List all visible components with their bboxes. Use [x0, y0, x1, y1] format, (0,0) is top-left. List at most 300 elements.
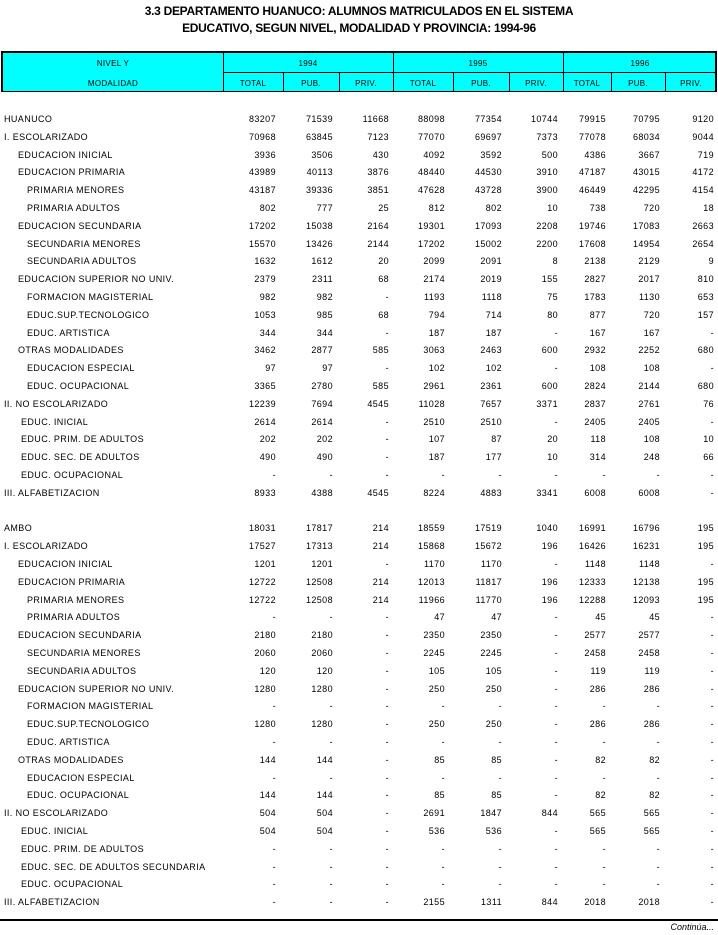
row-label: OTRAS MODALIDADES	[18, 754, 124, 765]
cell-value: 4386	[584, 149, 606, 160]
cell-value: 719	[697, 149, 714, 160]
row-label: EDUCACION PRIMARIA	[18, 167, 126, 178]
cell-value: 286	[643, 719, 660, 730]
cell-value: 2060	[311, 648, 333, 658]
cell-value: 565	[643, 808, 660, 819]
table-row	[0, 343, 718, 360]
cell-value: -	[554, 665, 558, 676]
cell-value: 18031	[248, 523, 276, 534]
cell-value: 76	[703, 398, 714, 409]
cell-value: 6008	[584, 487, 606, 498]
cell-value: 286	[643, 683, 660, 694]
cell-value: 40113	[306, 167, 333, 178]
cell-value: 107	[428, 434, 445, 445]
row-label: III. ALFABETIZACION	[4, 897, 100, 908]
cell-value: 120	[316, 665, 333, 676]
cell-value: 43187	[248, 185, 276, 196]
cell-value: 196	[541, 541, 558, 552]
cell-value: -	[385, 470, 389, 480]
table-row	[0, 628, 718, 645]
cell-value: -	[329, 612, 333, 623]
table-title-line-1: 3.3 DEPARTAMENTO HUANUCO: ALUMNOS MATRICULADOS EN EL SISTEMA	[144, 4, 574, 18]
table-row	[0, 753, 718, 770]
cell-value: 3910	[536, 167, 558, 178]
cell-value: -	[710, 879, 714, 890]
cell-value: 2019	[480, 274, 502, 285]
cell-value: 9120	[692, 114, 714, 124]
cell-value: 2018	[638, 897, 660, 908]
cell-value: 3900	[536, 185, 558, 196]
cell-value: -	[602, 701, 606, 712]
cell-value: 85	[491, 790, 502, 801]
table-header	[1, 51, 717, 92]
cell-value: -	[498, 772, 502, 783]
table-row	[0, 397, 718, 414]
cell-value: 69697	[474, 131, 502, 142]
cell-value: 4883	[480, 487, 502, 498]
header-label-top: NIVEL Y	[96, 59, 130, 68]
cell-value: 105	[485, 665, 502, 676]
cell-value: 2761	[638, 398, 660, 409]
cell-value: -	[710, 897, 714, 908]
cell-value: 585	[372, 381, 389, 391]
cell-value: 2837	[584, 398, 606, 409]
cell-value: 17527	[248, 541, 276, 552]
table-row	[0, 468, 718, 485]
cell-value: -	[272, 879, 276, 890]
cell-value: 2614	[254, 416, 276, 427]
cell-value: 10	[703, 434, 714, 445]
cell-value: 12239	[248, 398, 276, 409]
cell-value: 810	[697, 274, 714, 285]
header-divider	[223, 72, 715, 73]
table-row	[0, 290, 718, 307]
cell-value: -	[554, 790, 558, 801]
cell-value: 286	[589, 719, 606, 730]
row-label: EDUC.SUP.TECNOLOGICO	[27, 309, 150, 320]
cell-value: 2174	[423, 274, 445, 285]
cell-value: 195	[697, 523, 714, 534]
cell-value: 144	[316, 754, 333, 765]
table-row	[0, 326, 718, 343]
cell-value: -	[385, 826, 389, 836]
cell-value: -	[554, 559, 558, 569]
cell-value: 42295	[632, 185, 660, 196]
cell-value: -	[385, 772, 389, 783]
header-total: TOTAL	[573, 79, 601, 88]
table-row	[0, 130, 718, 147]
table-row	[0, 148, 718, 165]
cell-value: 214	[372, 523, 389, 534]
cell-value: 585	[372, 345, 389, 356]
cell-value: -	[498, 861, 502, 872]
cell-value: 1193	[424, 292, 445, 302]
row-label: EDUCACION SUPERIOR NO UNIV.	[18, 274, 174, 285]
cell-value: 10	[547, 203, 558, 213]
cell-value: -	[441, 861, 445, 872]
row-label: I. ESCOLARIZADO	[4, 541, 89, 552]
row-label: EDUCACION ESPECIAL	[27, 363, 135, 374]
row-label: III. ALFABETIZACION	[4, 487, 100, 498]
table-row	[0, 824, 718, 841]
row-label: AMBO	[4, 523, 33, 534]
cell-value: 2311	[312, 274, 333, 285]
cell-value: -	[710, 737, 714, 747]
cell-value: 108	[589, 363, 606, 374]
header-year-1994: 1994	[298, 59, 318, 68]
cell-value: 12508	[305, 576, 333, 587]
header-priv: PRIV.	[680, 79, 702, 88]
row-label: EDUCACION INICIAL	[18, 149, 113, 160]
cell-value: 3341	[536, 487, 558, 498]
cell-value: -	[385, 683, 389, 694]
cell-value: -	[329, 879, 333, 890]
table-row	[0, 860, 718, 877]
row-label: PRIMARIA ADULTOS	[27, 612, 121, 623]
table-row	[0, 610, 718, 627]
cell-value: 2510	[423, 416, 445, 427]
cell-value: -	[710, 327, 714, 338]
cell-value: 3592	[480, 149, 502, 160]
cell-value: 248	[643, 452, 660, 463]
cell-value: 70968	[248, 131, 276, 142]
row-label: EDUC. INICIAL	[21, 826, 89, 836]
cell-value: -	[385, 648, 389, 658]
cell-value: 314	[589, 452, 606, 463]
row-label: EDUCACION PRIMARIA	[18, 576, 126, 587]
cell-value: 13426	[305, 238, 333, 249]
cell-value: -	[385, 754, 389, 765]
cell-value: 97	[265, 363, 276, 374]
cell-value: 15868	[417, 541, 445, 552]
row-label: EDUCACION SECUNDARIA	[18, 630, 142, 641]
cell-value: 16426	[578, 541, 606, 552]
cell-value: 9044	[692, 131, 714, 142]
cell-value: -	[554, 843, 558, 854]
cell-value: -	[441, 701, 445, 712]
cell-value: 3371	[536, 398, 558, 409]
cell-value: 144	[316, 790, 333, 801]
cell-value: 20	[378, 256, 389, 267]
cell-value: -	[656, 701, 660, 712]
cell-value: 1053	[254, 309, 276, 320]
cell-value: 17202	[248, 220, 276, 231]
cell-value: 2824	[584, 381, 606, 391]
cell-value: -	[710, 470, 714, 480]
cell-value: -	[602, 470, 606, 480]
cell-value: 2144	[638, 381, 660, 391]
cell-value: -	[710, 772, 714, 783]
cell-value: 250	[428, 719, 445, 730]
table-row	[0, 379, 718, 396]
cell-value: 20	[547, 434, 558, 445]
cell-value: 11028	[418, 398, 445, 409]
cell-value: 7373	[536, 131, 558, 142]
cell-value: 17817	[305, 523, 333, 534]
row-label: PRIMARIA MENORES	[27, 185, 125, 196]
cell-value: 2164	[367, 220, 389, 231]
cell-value: 2510	[480, 416, 502, 427]
cell-value: 4545	[367, 487, 389, 498]
cell-value: 8933	[254, 487, 276, 498]
cell-value: 2405	[638, 416, 660, 427]
cell-value: 877	[589, 309, 606, 320]
cell-value: -	[385, 630, 389, 641]
cell-value: 500	[541, 149, 558, 160]
cell-value: 10744	[530, 114, 558, 124]
cell-value: 2180	[254, 630, 276, 641]
row-label: FORMACION MAGISTERIAL	[27, 292, 154, 302]
header-pub: PUB.	[628, 79, 648, 88]
cell-value: 2138	[584, 256, 606, 267]
cell-value: 43728	[474, 185, 502, 196]
cell-value: 202	[259, 434, 276, 445]
cell-value: 47187	[578, 167, 606, 178]
cell-value: 2208	[536, 220, 558, 231]
cell-value: -	[554, 772, 558, 783]
cell-value: -	[385, 737, 389, 747]
cell-value: -	[602, 772, 606, 783]
cell-value: 10	[547, 452, 558, 463]
cell-value: 45	[595, 612, 606, 623]
cell-value: 7694	[311, 398, 333, 409]
table-row	[0, 361, 718, 378]
cell-value: 565	[589, 826, 606, 836]
cell-value: -	[441, 879, 445, 890]
cell-value: 600	[541, 345, 558, 356]
cell-value: 2099	[423, 256, 445, 267]
cell-value: 195	[697, 594, 714, 605]
cell-value: 82	[649, 754, 660, 765]
table-row	[0, 788, 718, 805]
cell-value: 102	[428, 363, 445, 374]
cell-value: 68	[378, 309, 389, 320]
header-total: TOTAL	[239, 79, 267, 88]
row-label: EDUCACION INICIAL	[18, 559, 113, 569]
cell-value: 286	[589, 683, 606, 694]
cell-value: 982	[259, 292, 276, 302]
cell-value: 600	[541, 381, 558, 391]
cell-value: 15570	[248, 238, 276, 249]
cell-value: -	[554, 416, 558, 427]
cell-value: 2458	[584, 648, 606, 658]
cell-value: 3851	[367, 185, 389, 196]
cell-value: 1148	[585, 559, 606, 569]
cell-value: 214	[372, 576, 389, 587]
cell-value: 985	[316, 309, 333, 320]
cell-value: 2932	[584, 345, 606, 356]
cell-value: 12093	[632, 594, 660, 605]
cell-value: 214	[372, 541, 389, 552]
cell-value: 12333	[578, 576, 606, 587]
cell-value: 2663	[692, 220, 714, 231]
table-row	[0, 895, 718, 912]
cell-value: 47628	[417, 185, 445, 196]
cell-value: 12138	[632, 576, 660, 587]
cell-value: -	[554, 683, 558, 694]
cell-value: 46449	[578, 185, 606, 196]
cell-value: 144	[259, 790, 276, 801]
row-label: EDUC. PRIM. DE ADULTOS	[21, 434, 144, 445]
cell-value: 82	[649, 790, 660, 801]
table-row	[0, 112, 718, 129]
cell-value: 8	[552, 256, 558, 267]
cell-value: -	[656, 843, 660, 854]
cell-value: 77078	[578, 131, 606, 142]
table-row	[0, 308, 718, 325]
cell-value: 18559	[417, 523, 445, 534]
row-label: HUANUCO	[4, 114, 53, 124]
cell-value: 1148	[639, 559, 660, 569]
table-row	[0, 539, 718, 556]
table-row	[0, 806, 718, 823]
cell-value: -	[441, 470, 445, 480]
cell-value: 187	[428, 327, 445, 338]
cell-value: 1280	[254, 719, 276, 730]
table-row	[0, 699, 718, 716]
table-row	[0, 521, 718, 538]
cell-value: -	[656, 470, 660, 480]
cell-value: -	[554, 648, 558, 658]
cell-value: 2405	[584, 416, 606, 427]
cell-value: 2691	[423, 808, 445, 819]
cell-value: 2091	[480, 256, 502, 267]
header-pub: PUB.	[301, 79, 321, 88]
cell-value: -	[385, 701, 389, 712]
cell-value: 7657	[480, 398, 502, 409]
cell-value: 536	[428, 826, 445, 836]
cell-value: -	[385, 790, 389, 801]
table-row	[0, 646, 718, 663]
cell-value: 344	[316, 327, 333, 338]
cell-value: 2577	[584, 630, 606, 641]
cell-value: 565	[643, 826, 660, 836]
cell-value: -	[385, 719, 389, 730]
cell-value: 2780	[311, 381, 333, 391]
cell-value: -	[385, 292, 389, 302]
header-total: TOTAL	[409, 79, 437, 88]
cell-value: 77354	[474, 114, 502, 124]
row-label: PRIMARIA ADULTOS	[27, 203, 121, 213]
cell-value: 4388	[311, 487, 333, 498]
cell-value: 430	[372, 149, 389, 160]
cell-value: 982	[316, 292, 333, 302]
row-label: OTRAS MODALIDADES	[18, 345, 124, 356]
cell-value: -	[385, 897, 389, 908]
cell-value: 680	[697, 345, 714, 356]
row-label: PRIMARIA MENORES	[27, 594, 125, 605]
cell-value: 2577	[638, 630, 660, 641]
cell-value: 118	[590, 434, 606, 445]
cell-value: -	[329, 701, 333, 712]
cell-value: 85	[434, 790, 445, 801]
cell-value: 68034	[632, 131, 660, 142]
table-row	[0, 254, 718, 271]
cell-value: 83207	[248, 114, 276, 124]
cell-value: 187	[485, 327, 502, 338]
cell-value: -	[385, 612, 389, 623]
cell-value: 1170	[424, 559, 445, 569]
cell-value: 16991	[578, 523, 606, 534]
cell-value: 68	[378, 274, 389, 285]
row-label: II. NO ESCOLARIZADO	[4, 808, 109, 819]
row-label: SECUNDARIA ADULTOS	[27, 256, 137, 267]
cell-value: 17083	[632, 220, 660, 231]
cell-value: 250	[428, 683, 445, 694]
cell-value: 4092	[423, 149, 445, 160]
cell-value: -	[329, 470, 333, 480]
row-label: EDUCACION ESPECIAL	[27, 772, 135, 783]
cell-value: -	[710, 808, 714, 819]
cell-value: 4172	[692, 167, 714, 178]
table-bottom-rule	[0, 919, 718, 921]
cell-value: -	[554, 701, 558, 712]
cell-value: 536	[485, 826, 502, 836]
cell-value: 2361	[480, 381, 502, 391]
cell-value: 653	[697, 292, 714, 302]
cell-value: 187	[428, 452, 445, 463]
cell-value: -	[710, 754, 714, 765]
table-row	[0, 237, 718, 254]
cell-value: 2350	[423, 630, 445, 641]
cell-value: 79915	[578, 114, 606, 124]
cell-value: -	[602, 737, 606, 747]
row-label: I. ESCOLARIZADO	[4, 131, 89, 142]
cell-value: 3462	[254, 345, 276, 356]
cell-value: 108	[643, 434, 660, 445]
cell-value: 19301	[417, 220, 445, 231]
cell-value: -	[710, 612, 714, 623]
cell-value: 1118	[481, 292, 502, 302]
cell-value: 2200	[536, 238, 558, 249]
cell-value: -	[554, 470, 558, 480]
cell-value: 1280	[311, 683, 333, 694]
cell-value: 1847	[480, 808, 502, 819]
table-row	[0, 486, 718, 503]
cell-value: -	[554, 612, 558, 623]
cell-value: -	[272, 701, 276, 712]
cell-value: -	[272, 843, 276, 854]
cell-value: -	[710, 648, 714, 658]
cell-value: -	[710, 363, 714, 374]
cell-value: 12722	[248, 576, 276, 587]
cell-value: 80	[547, 309, 558, 320]
cell-value: -	[272, 772, 276, 783]
table-row	[0, 575, 718, 592]
cell-value: 504	[316, 826, 333, 836]
cell-value: -	[385, 434, 389, 445]
cell-value: -	[498, 879, 502, 890]
cell-value: -	[554, 327, 558, 338]
cell-value: 2155	[423, 897, 445, 908]
table-row	[0, 771, 718, 788]
cell-value: 43989	[248, 167, 276, 178]
cell-value: 8224	[423, 487, 445, 498]
cell-value: 802	[485, 203, 502, 213]
cell-value: 19746	[578, 220, 606, 231]
cell-value: 47	[434, 612, 445, 623]
cell-value: 167	[589, 327, 606, 338]
table-row	[0, 219, 718, 236]
row-label: EDUC. INICIAL	[21, 416, 89, 427]
cell-value: 157	[697, 309, 714, 320]
table-row	[0, 877, 718, 894]
table-row	[0, 272, 718, 289]
cell-value: 85	[491, 754, 502, 765]
row-label: EDUC. ARTISTICA	[27, 737, 110, 747]
cell-value: 504	[316, 808, 333, 819]
cell-value: 1632	[254, 256, 276, 267]
